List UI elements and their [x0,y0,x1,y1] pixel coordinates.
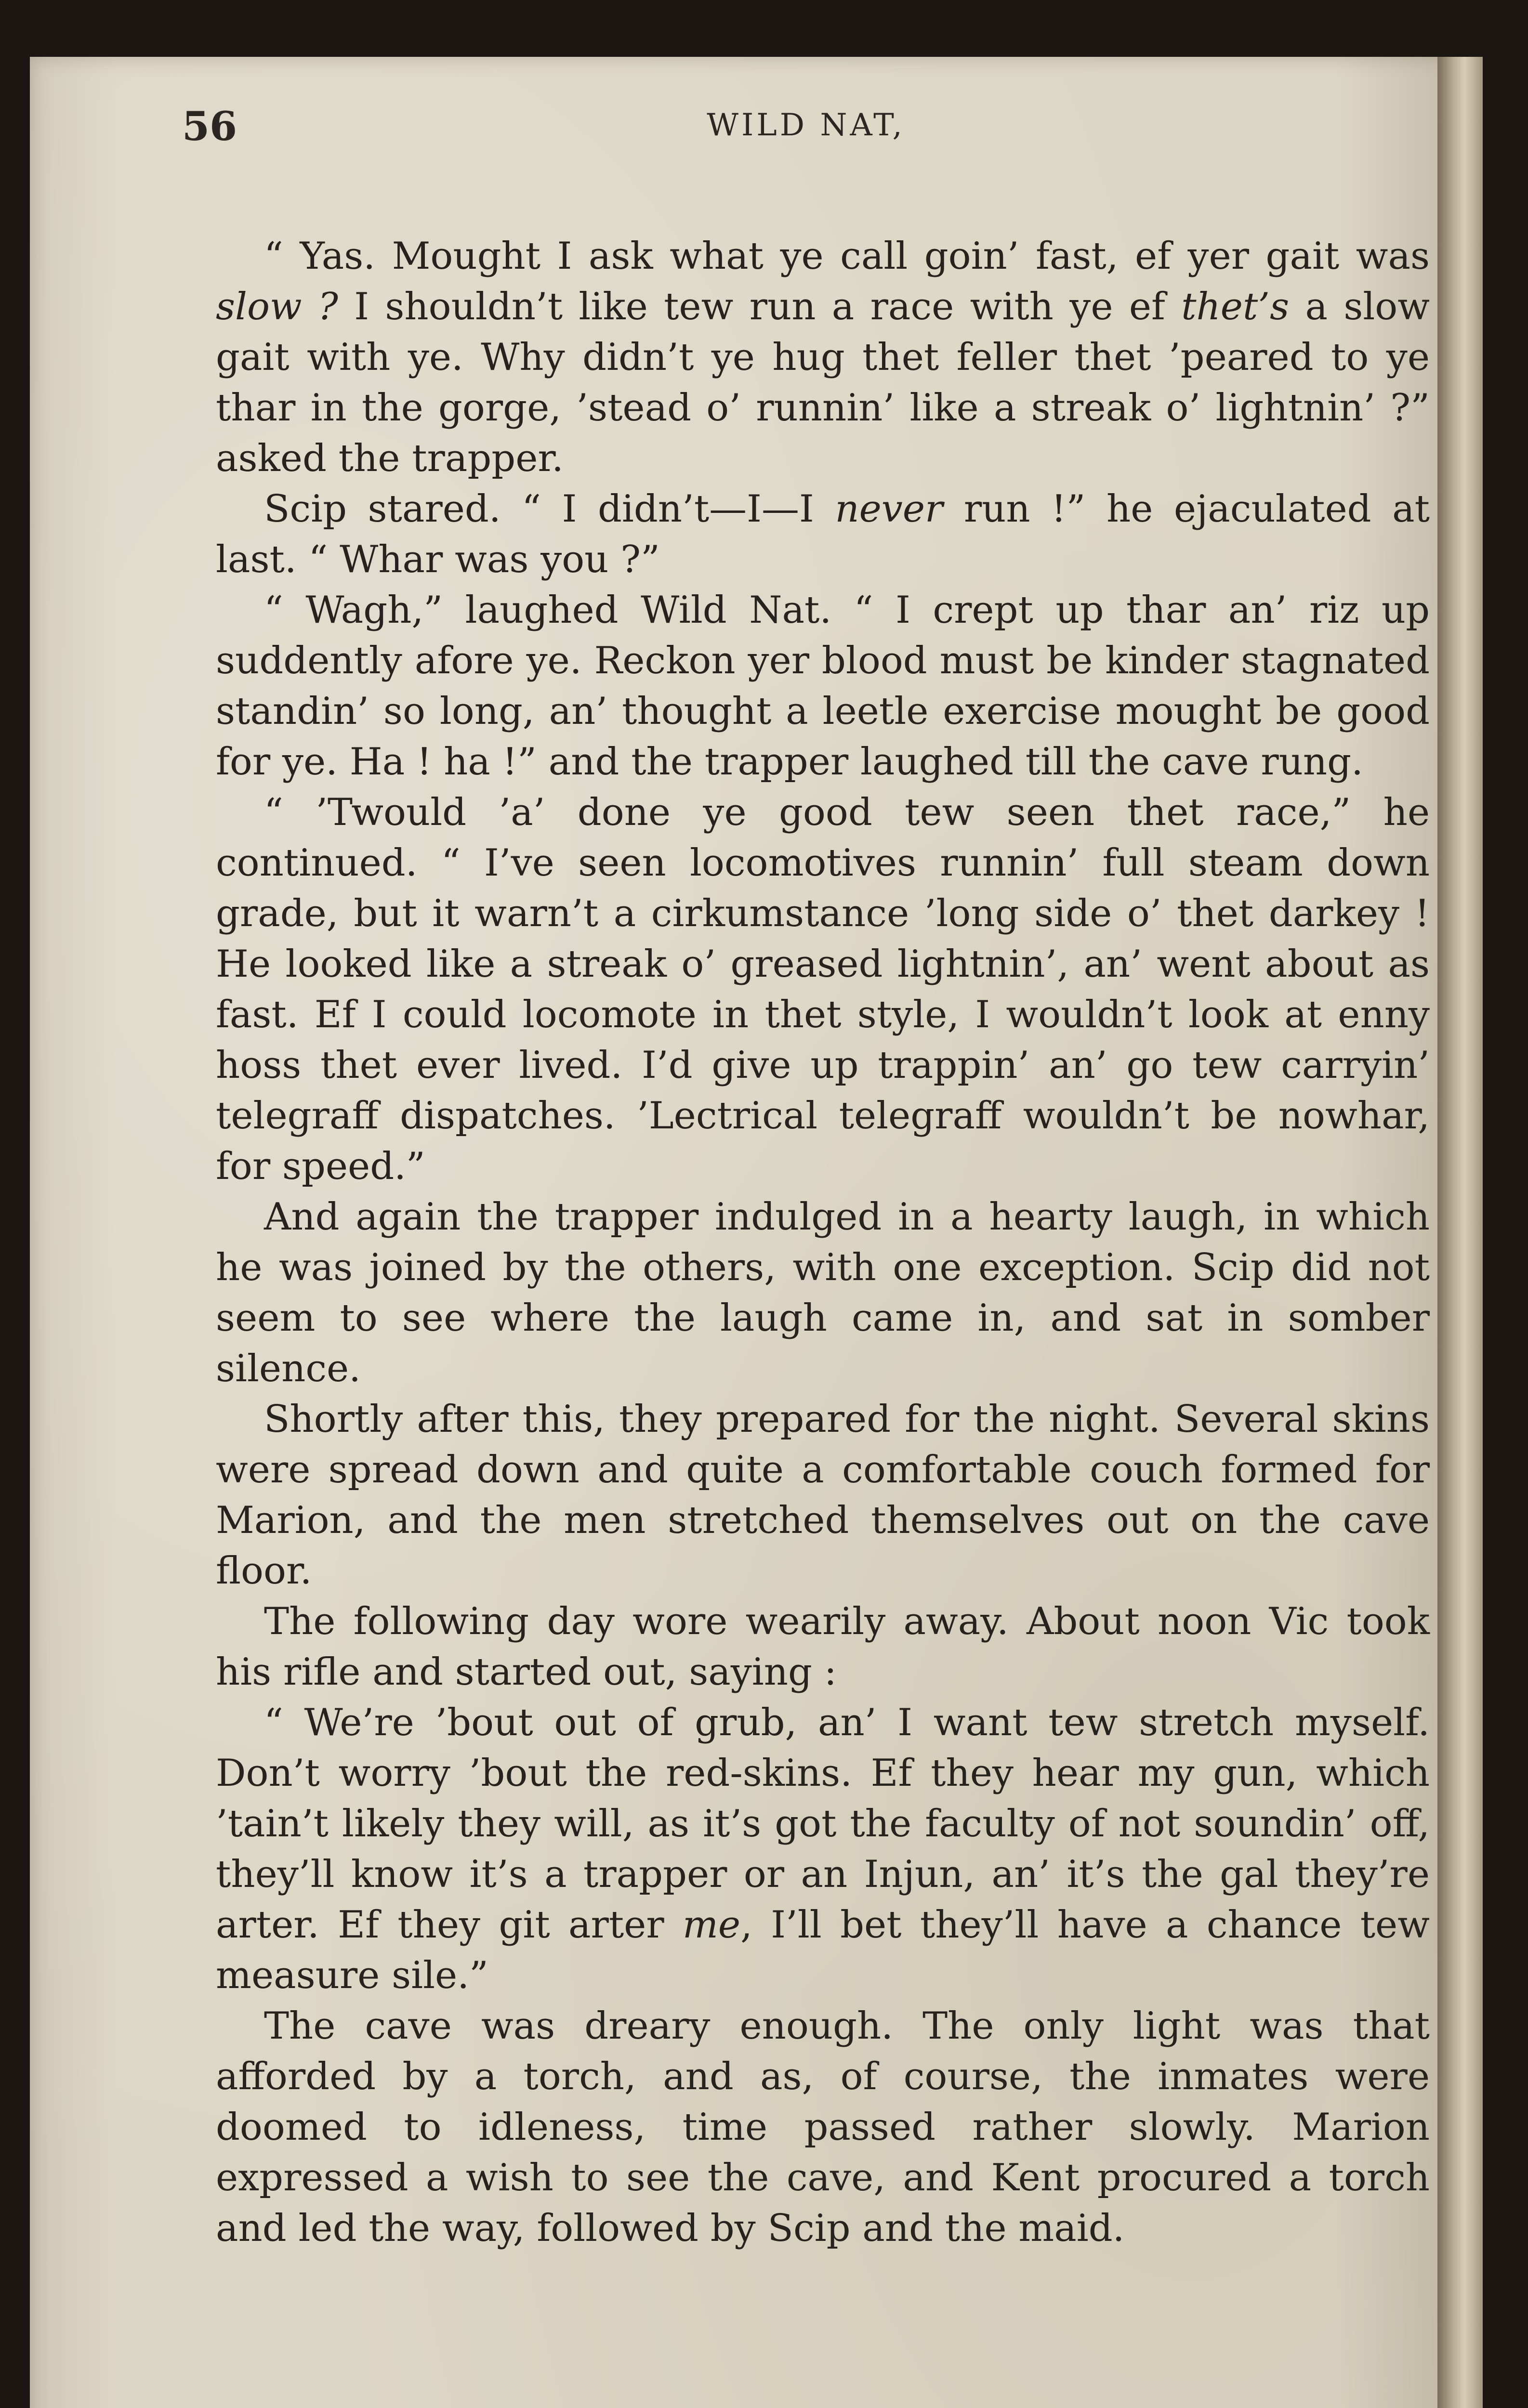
text-run: “ We’re ’bout out of grub, an’ I want tew stretch myself. Don’t worry ’bout the red-skins. Ef they hear my gun, which ’tain’t likely they will, as it’s got the faculty of not soundin’ off, they’ll know it’s a trapper or an Injun, an’ it’s the gal they’re arter. Ef they git arter [216,1701,1430,1947]
paragraph: And again the trapper indulged in a hearty laugh, in which he was joined by the others, with one exception. Scip did not seem to see where the laugh came in, and sat in somber silence. [216,1195,1430,1390]
paragraph: “ Wagh,” laughed Wild Nat. “ I crept up thar an’ riz up suddently afore ye. Reckon yer blood must be kinder stagnated standin’ so long, an’ thought a leetle exercise mought be good for ye. Ha ! ha !” and the trapper laughed till the cave rung. [216,589,1430,784]
page-header [182,104,1430,176]
paragraph [216,1698,1430,2001]
italic-run: me [682,1903,741,1947]
paragraph: The cave was dreary enough. The only light was that afforded by a torch, and as, of course, the inmates were doomed to idleness, time passed rather slowly. Marion expressed a wish to see the cave, and Kent procured a torch and led the way, followed by Scip and the maid. [216,2004,1430,2250]
page-gutter-edge [1437,57,1483,2408]
italic-run: never [835,487,943,531]
italic-run: slow ? [216,285,338,328]
paragraph: The following day wore wearily away. About noon Vic took his rifle and started out, saying : [216,1600,1430,1694]
running-head: WILD NAT, [707,107,905,143]
paragraph: Shortly after this, they prepared for the night. Several skins were spread down and quite a comfortable couch formed for Marion, and the men stretched themselves out on the cave floor. [216,1398,1430,1593]
paragraph [216,484,1430,585]
paragraph [216,231,1430,484]
text-run: a slow gait with ye. Why didn’t ye hug thet feller thet ’peared to ye thar in the gorge, ’stead o’ runnin’ like a streak o’ lightnin’ ?” asked the trapper. [216,285,1430,480]
italic-run: thet’s [1181,285,1290,328]
text-run: run !” he ejaculated at last. “ Whar was you ?” [216,487,1430,581]
text-run: “ Yas. Mought I ask what ye call goin’ fast, ef yer gait was [264,235,1430,278]
page-number: 56 [182,104,237,150]
text-run: I shouldn’t like tew run a race with ye ef [338,285,1182,328]
text-run: , I’ll bet they’ll have a chance tew measure sile.” [216,1903,1430,1997]
body-text [216,231,1430,2254]
paragraph: “ ’Twould ’a’ done ye good tew seen thet race,” he continued. “ I’ve seen locomotives runnin’ full steam down grade, but it warn’t a cirkumstance ’long side o’ thet darkey ! He looked like a streak o’ greased lightnin’, an’ went about as fast. Ef I could locomote in thet style, I wouldn’t look at enny hoss thet ever lived. I’d give up trappin’ an’ go tew carryin’ telegraff dispatches. ’Lectrical telegraff wouldn’t be nowhar, for speed.” [216,791,1430,1188]
text-run: Scip stared. “ I didn’t—I—I [264,487,835,531]
